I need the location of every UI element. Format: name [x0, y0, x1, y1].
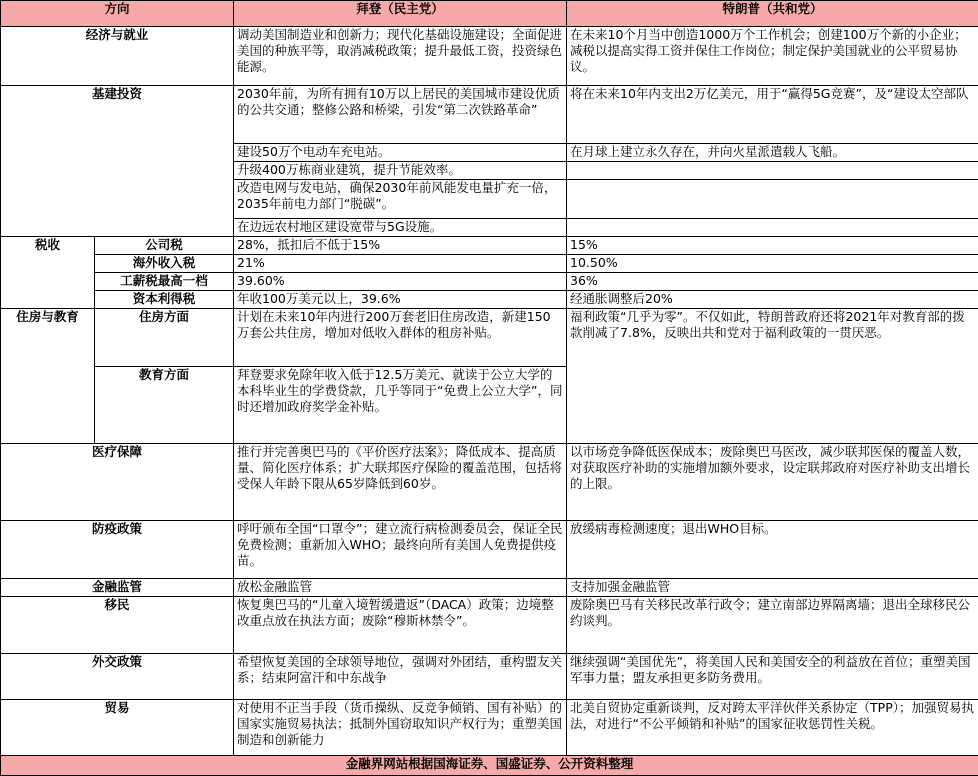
infra-biden-3: 升级400万栋商业建筑，提升节能效率。 [234, 162, 567, 180]
infra-trump-3-empty [567, 162, 978, 180]
category-finance: 金融监管 [1, 579, 234, 597]
tax-capital-biden: 年收100万美元以上，39.6% [234, 291, 567, 309]
category-immigration: 移民 [1, 597, 234, 653]
healthcare-trump: 以市场竞争降低医保成本；废除奥巴马医改，减少联邦医保的覆盖人数，对获取医疗补助的实施增加额外要求，设定联邦政府对医疗补助支出增长的上限。 [567, 444, 978, 521]
category-economy: 经济与就业 [1, 27, 234, 85]
infra-trump-1: 将在未来10年内支出2万亿美元，用于“赢得5G竞赛”，及“建设太空部队 [567, 85, 978, 143]
infra-trump-2: 在月球上建立永久存在，并向火星派遣载人飞船。 [567, 144, 978, 162]
tax-overseas-biden: 21% [234, 254, 567, 272]
finance-trump: 支持加强金融监管 [567, 579, 978, 597]
tax-salary-biden: 39.60% [234, 272, 567, 290]
category-tax: 税收 [1, 236, 95, 309]
epidemic-trump: 放缓病毒检测速度；退出WHO目标。 [567, 520, 978, 578]
category-healthcare: 医疗保障 [1, 444, 234, 521]
housing-edu-trump: 福利政策“几乎为零”。不仅如此，特朗普政府还将2021年对教育部的拨款削减了7.8%，反映出共和党对于福利政策的一贯厌恶。 [567, 309, 978, 444]
diplomacy-biden: 希望恢复美国的全球领导地位，强调对外团结，重构盟友关系；结束阿富汗和中东战争 [234, 653, 567, 699]
tax-capital-label: 资本利得税 [95, 291, 234, 309]
infra-biden-5: 在边远农村地区建设宽带与5G设施。 [234, 218, 567, 236]
economy-trump: 在未来10个月当中创造1000万个工作机会；创建100万个新的小企业；减税以提高实得工资并保住工作岗位；制定保护美国就业的公平贸易协议。 [567, 27, 978, 85]
tax-capital-trump: 经通胀调整后20% [567, 291, 978, 309]
header-direction: 方向 [1, 1, 234, 27]
header-biden: 拜登（民主党） [234, 1, 567, 27]
education-label: 教育方面 [95, 366, 234, 444]
category-infra: 基建投资 [1, 85, 234, 236]
row-diplomacy [1, 653, 978, 699]
tax-overseas-trump: 10.50% [567, 254, 978, 272]
trade-biden: 对使用不正当手段（货币操纵、反竞争倾销、国有补贴）的国家实施贸易执法；抵制外国窃取知识产权行为；重塑美国制造和创新能力 [234, 700, 567, 755]
housing-biden: 计划在未来10年内进行200万套老旧住房改造，新建150万套公共住房，增加对低收入群体的租房补贴。 [234, 309, 567, 366]
epidemic-biden: 呼吁颁布全国“口罩令”；建立流行病检测委员会，保证全民免费检测；重新加入WHO；最终向所有美国人免费提供疫苗。 [234, 520, 567, 578]
immigration-trump: 废除奥巴马有关移民改革行政令；建立南部边界隔离墙；退出全球移民公约谈判。 [567, 597, 978, 653]
tax-corporate-biden: 28%，抵扣后不低于15% [234, 236, 567, 254]
tax-overseas-label: 海外收入税 [95, 254, 234, 272]
tax-corporate-trump: 15% [567, 236, 978, 254]
category-trade: 贸易 [1, 700, 234, 755]
infra-trump-4-empty [567, 180, 978, 218]
header-trump: 特朗普（共和党） [567, 1, 978, 27]
category-diplomacy: 外交政策 [1, 653, 234, 699]
row-tax-capital [1, 291, 978, 309]
diplomacy-trump: 继续强调“美国优先”，将美国人民和美国安全的利益放在首位；重塑美国军事力量；盟友承担更多防务费用。 [567, 653, 978, 699]
infra-trump-5-empty [567, 218, 978, 236]
category-epidemic: 防疫政策 [1, 520, 234, 578]
healthcare-biden: 推行并完善奥巴马的《平价医疗法案》；降低成本、提高质量、简化医疗体系；扩大联邦医疗保险的覆盖范围，包括将受保人年龄下限从65岁降低到60岁。 [234, 444, 567, 521]
row-infra-1 [1, 85, 978, 143]
tax-salary-trump: 36% [567, 272, 978, 290]
row-tax-overseas [1, 254, 978, 272]
row-finance [1, 579, 978, 597]
footer-row [1, 755, 978, 775]
row-economy [1, 27, 978, 85]
infra-biden-2: 建设50万个电动车充电站。 [234, 144, 567, 162]
category-housing-edu: 住房与教育 [1, 309, 95, 444]
infra-biden-4: 改造电网与发电站，确保2030年前风能发电量扩充一倍，2035年前电力部门“脱碳”。 [234, 180, 567, 218]
housing-label: 住房方面 [95, 309, 234, 366]
row-tax-salary [1, 272, 978, 290]
row-healthcare [1, 444, 978, 521]
education-biden: 拜登要求免除年收入低于12.5万美元、就读于公立大学的本科毕业生的学费贷款，几乎等同于“免费上公立大学”，同时还增加政府奖学金补贴。 [234, 366, 567, 444]
footer-source: 金融界网站根据国海证券、国盛证券、公开资料整理 [1, 755, 978, 775]
finance-biden: 放松金融监管 [234, 579, 567, 597]
trade-trump: 北美自贸协定重新谈判，反对跨太平洋伙伴关系协定（TPP）；加强贸易执法，对进行“不公平倾销和补贴”的国家征收惩罚性关税。 [567, 700, 978, 755]
tax-corporate-label: 公司税 [95, 236, 234, 254]
row-tax-corporate [1, 236, 978, 254]
header-row [1, 1, 978, 27]
economy-biden: 调动美国制造业和创新力；现代化基础设施建设；全面促进美国的种族平等，取消减税政策；提升最低工资，投资绿色能源。 [234, 27, 567, 85]
tax-salary-label: 工薪税最高一档 [95, 272, 234, 290]
row-trade [1, 700, 978, 755]
row-epidemic [1, 520, 978, 578]
row-immigration [1, 597, 978, 653]
immigration-biden: 恢复奥巴马的“儿童入境暂缓遣返”（DACA）政策；边境整改重点放在执法方面；废除“穆斯林禁令”。 [234, 597, 567, 653]
infra-biden-1: 2030年前，为所有拥有10万以上居民的美国城市建设优质的公共交通；整修公路和桥梁，引发“第二次铁路革命” [234, 85, 567, 143]
row-housing [1, 309, 978, 366]
